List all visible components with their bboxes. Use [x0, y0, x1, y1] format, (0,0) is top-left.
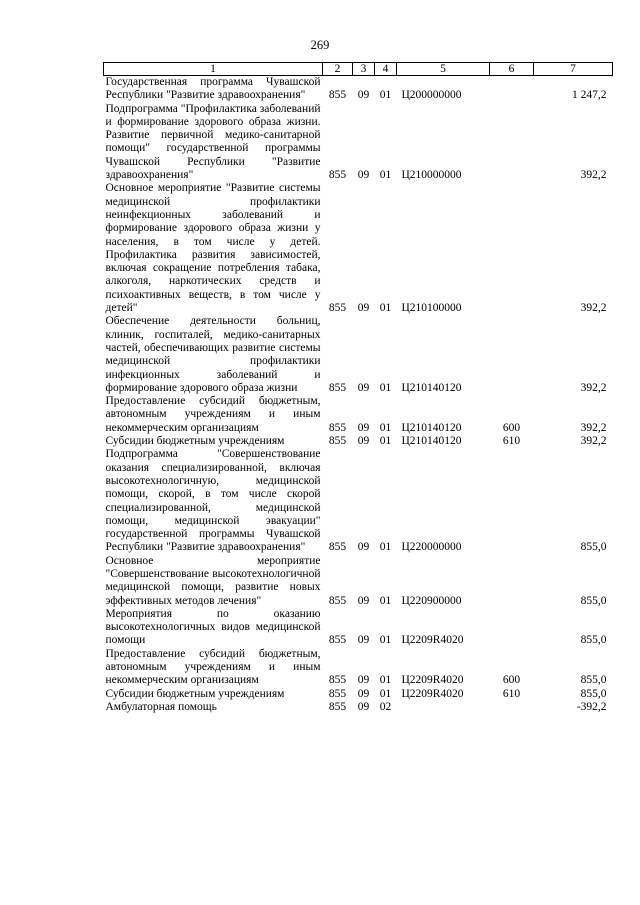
col-header-podrazdel: 4: [375, 63, 397, 76]
row-csr-cell: Ц210000000: [401, 169, 462, 182]
table-row: [104, 688, 613, 701]
row-vr-cell: [490, 448, 534, 554]
row-name-cell: Субсидии бюджетным учреждениям: [105, 687, 285, 700]
row-sum-cell: 855,0: [580, 634, 607, 647]
row-glava-cell: 855: [328, 687, 347, 700]
row-podrazdel-cell: 01: [379, 435, 392, 448]
row-name-cell: Подпрограмма "Совершенствование оказания специализированной, включая высокотехнологичную, медицинской помощи, скорой, в том числе скорой специализированной, медицинской помощи, медицинской эвакуации" государственной программы Чувашской Республики "Развитие здравоохранения": [105, 448, 321, 554]
row-razdel-cell: 09: [357, 687, 370, 700]
table-row: [104, 448, 613, 554]
row-name-cell: Подпрограмма "Профилактика заболеваний и формирование здорового образа жизни. Развитие первичной медико-санитарной помощи" государственной программы Чувашской Республики "Развитие здравоохранения": [105, 102, 321, 182]
row-glava-cell: 855: [328, 594, 347, 607]
row-podrazdel-cell: 01: [379, 674, 392, 687]
row-csr-cell: Ц220900000: [401, 594, 462, 607]
budget-table: [103, 62, 613, 714]
row-sum-cell: 392,2: [580, 381, 607, 394]
row-podrazdel-cell: 01: [379, 634, 392, 647]
table-body: [104, 76, 613, 715]
row-vr-cell: 610: [502, 435, 521, 448]
row-sum-cell: 855,0: [580, 674, 607, 687]
row-glava-cell: 855: [328, 700, 347, 713]
row-podrazdel-cell: 01: [379, 89, 392, 102]
row-csr-cell: Ц200000000: [401, 89, 462, 102]
row-glava-cell: 855: [328, 541, 347, 554]
row-vr-cell: 600: [502, 421, 521, 434]
row-podrazdel-cell: 01: [379, 541, 392, 554]
row-name-cell: Предоставление субсидий бюджетным, автономным учреждениям и иным некоммерческим организациям: [105, 395, 321, 434]
row-vr-cell: [490, 182, 534, 315]
row-name-cell: Обеспечение деятельности больниц, клиник, госпиталей, медико-санитарных частей, обеспечивающих развитие системы медицинской профилактики инфекционных заболеваний и формирование здорового образа жизни: [105, 315, 321, 394]
row-glava-cell: 855: [328, 435, 347, 448]
row-glava-cell: 855: [328, 381, 347, 394]
row-sum-cell: 392,2: [580, 169, 607, 182]
col-header-glava: 2: [323, 63, 353, 76]
table-row: [104, 555, 613, 608]
row-csr-cell: Ц210100000: [401, 302, 462, 315]
row-csr-cell: Ц2209R4020: [401, 634, 464, 647]
row-podrazdel-cell: 01: [379, 594, 392, 607]
row-name-cell: Предоставление субсидий бюджетным, автономным учреждениям и иным некоммерческим организациям: [105, 647, 321, 687]
row-glava-cell: 855: [328, 89, 347, 102]
table-row: [104, 103, 613, 183]
row-sum-cell: 392,2: [580, 302, 607, 315]
row-sum-cell: 855,0: [580, 594, 607, 607]
table-row: [104, 76, 613, 103]
table-row: [104, 315, 613, 395]
header-row: [104, 63, 613, 76]
row-name-cell: Субсидии бюджетным учреждениям: [105, 435, 285, 448]
row-csr-cell: Ц220000000: [401, 541, 462, 554]
row-sum-cell: 855,0: [580, 687, 607, 700]
table-row: [104, 435, 613, 448]
row-glava-cell: 855: [328, 674, 347, 687]
row-podrazdel-cell: 01: [379, 381, 392, 394]
row-podrazdel-cell: 02: [379, 700, 392, 713]
table-row: [104, 395, 613, 435]
row-razdel-cell: 09: [357, 700, 370, 713]
row-vr-cell: [490, 103, 534, 183]
row-podrazdel-cell: 01: [379, 421, 392, 434]
row-glava-cell: 855: [328, 302, 347, 315]
row-podrazdel-cell: 01: [379, 302, 392, 315]
row-name-cell: Основное мероприятие "Совершенствование высокотехнологичной медицинской помощи, развитие новых эффективных методов лечения": [105, 554, 321, 607]
row-name-cell: Основное мероприятие "Развитие системы медицинской профилактики неинфекционных заболеваний и формирование здорового образа жизни у населения, в том числе у детей. Профилактика развития зависимостей, включая сокращение потребления табака, алкоголя, наркотических средств и психоактивных веществ, в том числе у детей": [105, 182, 321, 315]
table-row: [104, 648, 613, 688]
row-vr-cell: [490, 315, 534, 395]
row-vr-cell: [490, 555, 534, 608]
row-csr-cell: Ц2209R4020: [401, 674, 464, 687]
row-razdel-cell: 09: [357, 435, 370, 448]
row-podrazdel-cell: 01: [379, 169, 392, 182]
row-name-cell: Государственная программа Чувашской Республики "Развитие здравоохранения": [105, 76, 321, 102]
table-row: [104, 701, 613, 714]
row-csr-cell: Ц2209R4020: [401, 687, 464, 700]
row-razdel-cell: 09: [357, 381, 370, 394]
row-razdel-cell: 09: [357, 302, 370, 315]
row-vr-cell: [490, 701, 534, 714]
row-sum-cell: 1 247,2: [572, 89, 607, 102]
row-glava-cell: 855: [328, 169, 347, 182]
row-csr-cell: [397, 701, 490, 714]
row-vr-cell: [490, 608, 534, 648]
row-vr-cell: [490, 76, 534, 103]
row-csr-cell: Ц210140120: [401, 435, 462, 448]
page-number: 269: [310, 38, 330, 52]
row-glava-cell: 855: [328, 634, 347, 647]
row-sum-cell: 392,2: [580, 421, 607, 434]
row-razdel-cell: 09: [357, 541, 370, 554]
row-name-cell: Мероприятия по оказанию высокотехнологичных видов медицинской помощи: [105, 607, 321, 647]
row-glava-cell: 855: [328, 421, 347, 434]
row-razdel-cell: 09: [357, 594, 370, 607]
row-razdel-cell: 09: [357, 634, 370, 647]
col-header-sum: 7: [534, 63, 613, 76]
row-razdel-cell: 09: [357, 89, 370, 102]
row-sum-cell: 392,2: [580, 435, 607, 448]
col-header-name: 1: [104, 63, 323, 76]
col-header-vr: 6: [490, 63, 534, 76]
row-csr-cell: Ц210140120: [401, 421, 462, 434]
row-podrazdel-cell: 01: [379, 687, 392, 700]
col-header-csr: 5: [397, 63, 490, 76]
col-header-razdel: 3: [353, 63, 375, 76]
row-razdel-cell: 09: [357, 169, 370, 182]
row-vr-cell: 600: [502, 674, 521, 687]
row-vr-cell: 610: [502, 687, 521, 700]
table-row: [104, 182, 613, 315]
row-sum-cell: -392,2: [576, 700, 607, 713]
row-razdel-cell: 09: [357, 674, 370, 687]
row-razdel-cell: 09: [357, 421, 370, 434]
row-csr-cell: Ц210140120: [401, 381, 462, 394]
row-sum-cell: 855,0: [580, 541, 607, 554]
row-name-cell: Амбулаторная помощь: [105, 700, 217, 713]
table-row: [104, 608, 613, 648]
